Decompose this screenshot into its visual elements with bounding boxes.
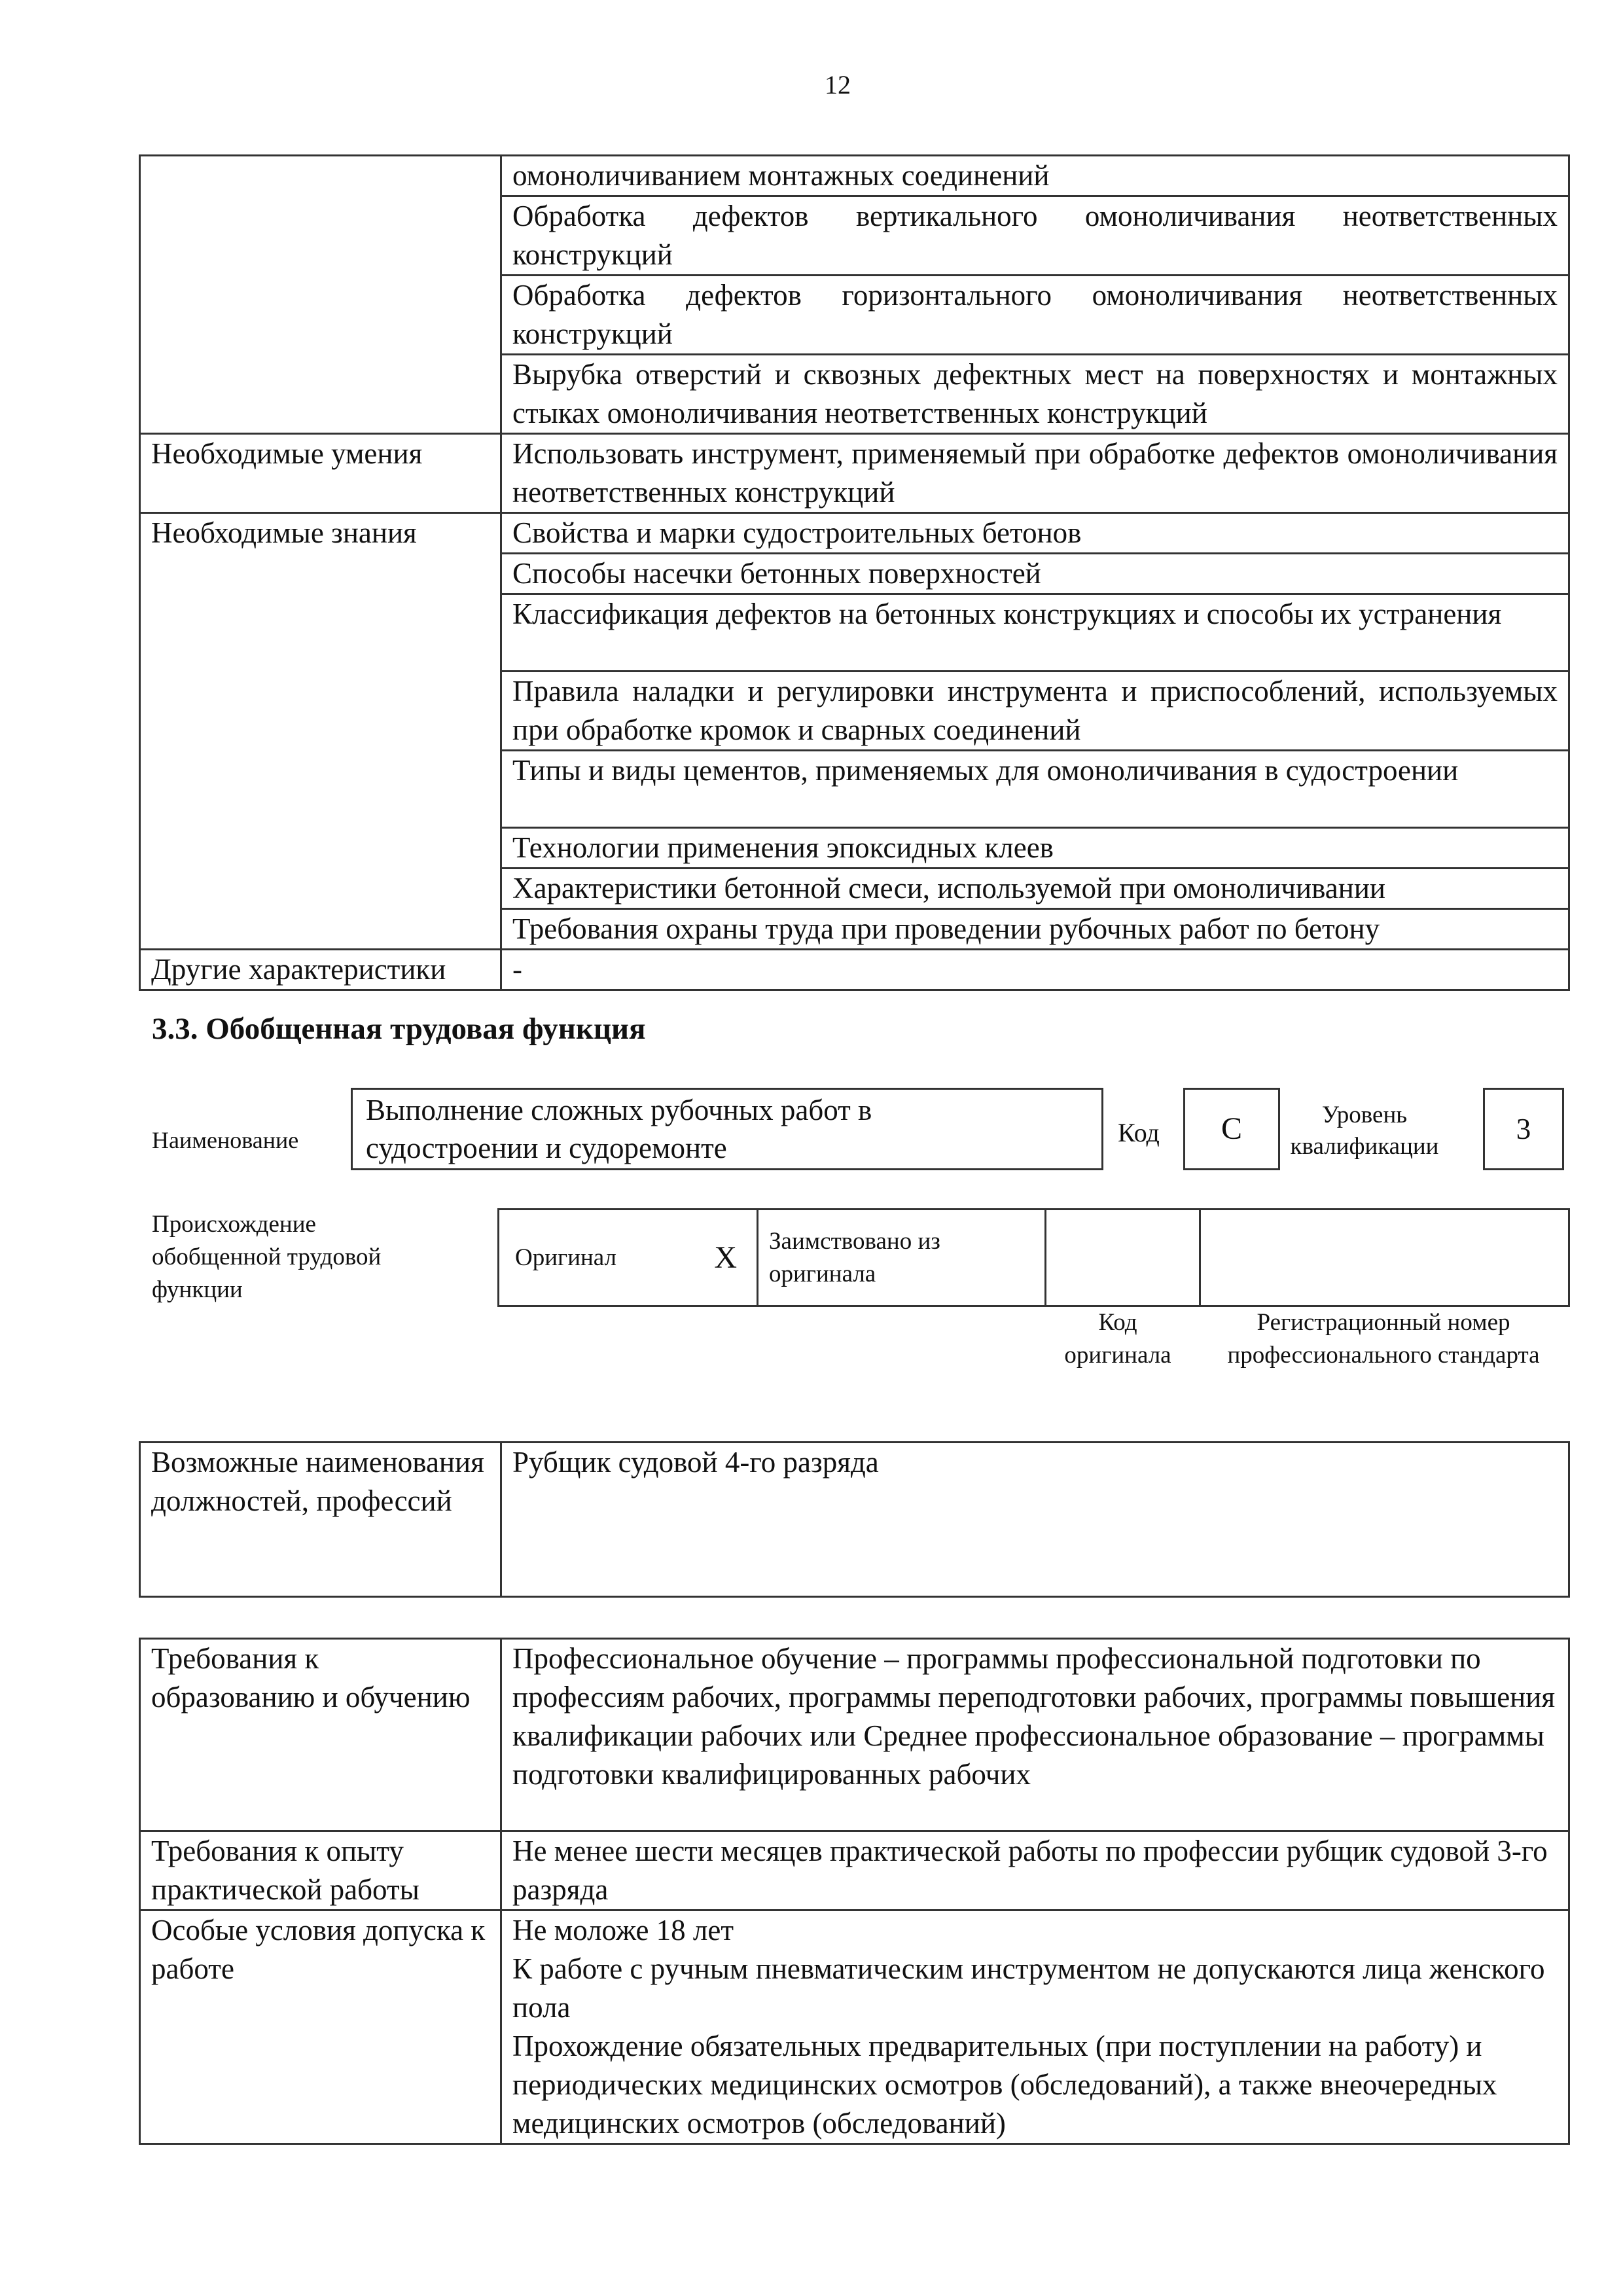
positions-label: Возможные наименования должностей, профессий [140, 1443, 501, 1597]
conditions-label: Особые условия допуска к работе [140, 1910, 501, 2144]
condition-item: К работе с ручным пневматическим инструментом не допускаются лица женского пола [512, 1952, 1545, 2024]
knowledge-item: Правила наладки и регулировки инструмента и приспособлений, используемых при обработке кромок и сварных соединений [501, 672, 1569, 751]
work-action-item: Вырубка отверстий и сквозных дефектных мест на поверхностях и монтажных стыках омоноличивания неответственных конструкций [501, 355, 1569, 434]
work-action-item: Обработка дефектов горизонтального омоноличивания неответственных конструкций [501, 276, 1569, 355]
positions-table [139, 1441, 1570, 1598]
knowledge-item: Типы и виды цементов, применяемых для омоноличивания в судостроении [501, 751, 1569, 828]
level-value: 3 [1516, 1113, 1531, 1145]
level-label: Уровень квалификации [1290, 1102, 1439, 1160]
knowledge-label: Необходимые знания [140, 513, 501, 950]
origin-label: Происхождение обобщенной трудовой функции [152, 1211, 382, 1303]
knowledge-item: Технологии применения эпоксидных клеев [501, 828, 1569, 869]
other-label: Другие характеристики [140, 950, 501, 990]
experience-label: Требования к опыту практической работы [140, 1831, 501, 1910]
original-label: Оригинал [499, 1210, 695, 1306]
name-box [351, 1088, 1103, 1170]
skill-item: Использовать инструмент, применяемый при обработке дефектов омоноличивания неответственных конструкций [501, 434, 1569, 513]
page-number: 12 [825, 70, 851, 99]
knowledge-item: Характеристики бетонной смеси, используемой при омоноличивании [501, 869, 1569, 909]
knowledge-item: Требования охраны труда при проведении рубочных работ по бетону [501, 909, 1569, 950]
other-value: - [501, 950, 1569, 990]
origin-table [497, 1208, 1570, 1307]
work-action-item: омоноличиванием монтажных соединений [501, 156, 1569, 196]
code-box [1183, 1088, 1280, 1170]
knowledge-item: Свойства и марки судостроительных бетонов [501, 513, 1569, 554]
condition-item: Не моложе 18 лет [512, 1914, 734, 1946]
work-actions-label-cell [140, 156, 501, 434]
code-value: C [1221, 1111, 1242, 1146]
reg-caption: Регистрационный номер профессионального стандарта [1227, 1309, 1540, 1369]
experience-value: Не менее шести месяцев практической работы по профессии рубщик судовой 3-го разряда [501, 1831, 1569, 1910]
code-label: Код [1118, 1118, 1160, 1147]
code-caption: Код оригинала [1064, 1309, 1171, 1369]
section-heading: 3.3. Обобщенная трудовая функция [152, 1012, 646, 1046]
reg-number-cell [1200, 1210, 1569, 1306]
education-label: Требования к образованию и обучению [140, 1639, 501, 1831]
work-action-item: Обработка дефектов вертикального омоноличивания неответственных конструкций [501, 196, 1569, 276]
positions-value: Рубщик судовой 4-го разряда [501, 1443, 1569, 1597]
skills-label: Необходимые умения [140, 434, 501, 513]
conditions-cell [501, 1910, 1569, 2144]
education-value: Профессиональное обучение – программы профессиональной подготовки по профессиям рабочих, программы переподготовки рабочих, программы повышения квалификации рабочих или Среднее профессиональное образование – программы подготовки квалифицированных рабочих [501, 1639, 1569, 1831]
name-label: Наименование [152, 1127, 299, 1153]
original-code-cell [1046, 1210, 1200, 1306]
requirements-table [139, 1638, 1570, 2145]
name-value: Выполнение сложных рубочных работ в судостроении и судоремонте [366, 1094, 872, 1164]
knowledge-item: Классификация дефектов на бетонных конструкциях и способы их устранения [501, 594, 1569, 672]
condition-item: Прохождение обязательных предварительных (при поступлении на работу) и периодических медицинских осмотров (обследований), а также внеочередных медицинских осмотров (обследований) [512, 2030, 1497, 2140]
knowledge-item: Способы насечки бетонных поверхностей [501, 554, 1569, 594]
skills-knowledge-table [139, 154, 1570, 991]
level-box [1483, 1088, 1564, 1170]
original-mark: X [695, 1210, 758, 1306]
borrowed-label: Заимствовано из оригинала [758, 1210, 1046, 1306]
